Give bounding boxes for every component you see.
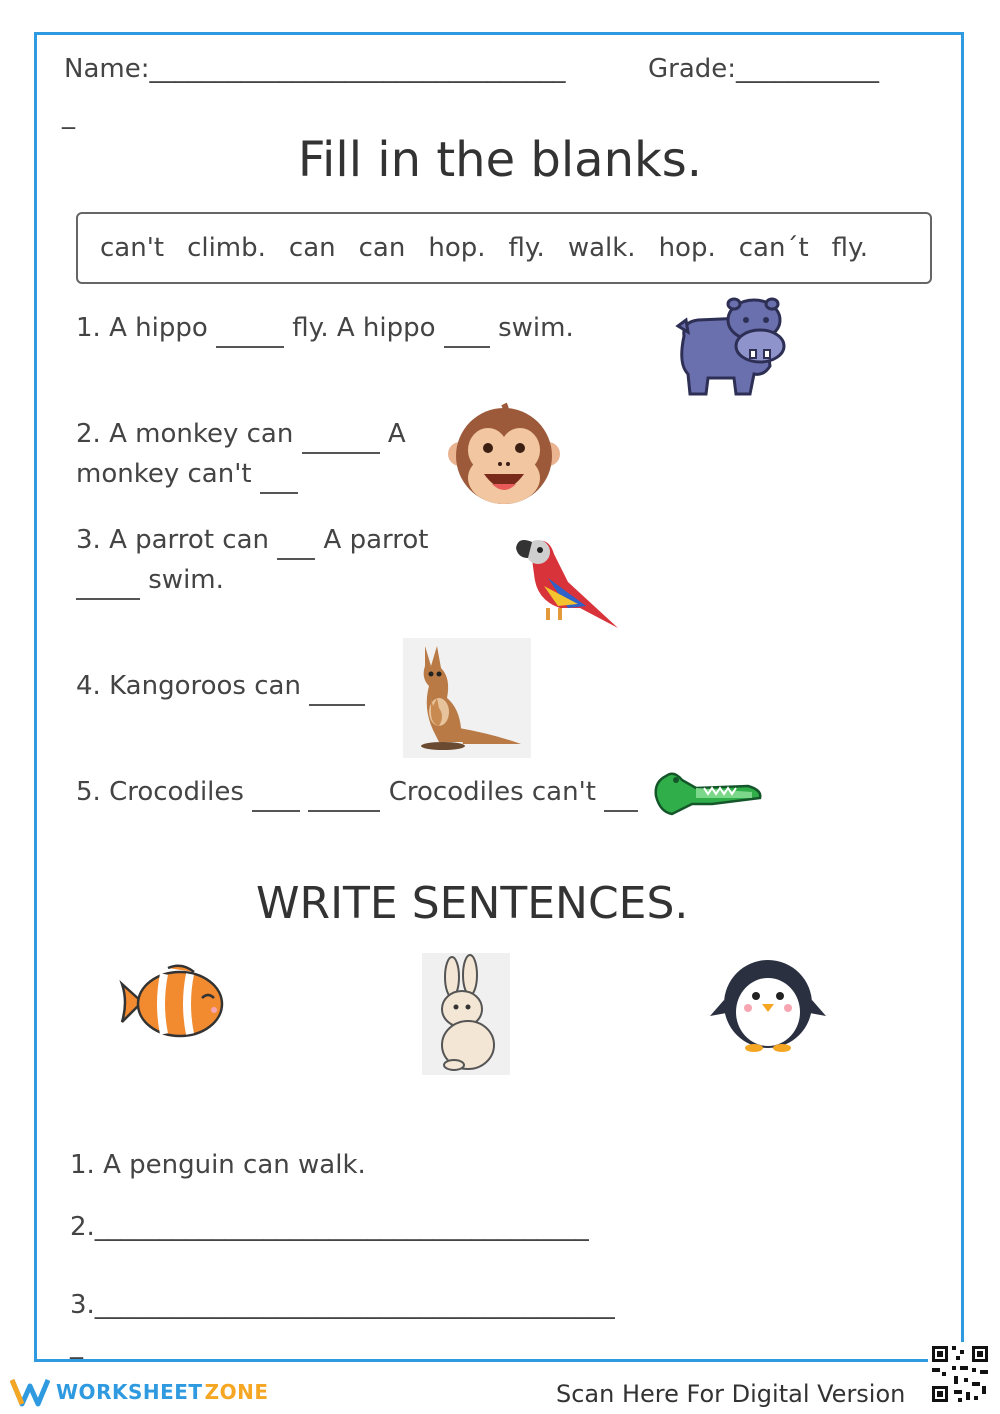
question-text: Crocodiles can't [388, 777, 596, 807]
monkey-icon [448, 402, 560, 510]
answer-blank[interactable] [309, 676, 365, 706]
word-bank-item: fly. [831, 233, 868, 263]
word-bank-item: climb. [187, 233, 266, 263]
question-text: 5. Crocodiles [76, 777, 244, 807]
answer-blank[interactable] [260, 464, 298, 494]
question-text: A parrot [323, 525, 429, 555]
sentence-example: 1. A penguin can walk. [70, 1150, 366, 1180]
logo-text-a: WORKSHEET [56, 1380, 203, 1404]
question-text: 2. A monkey can [76, 419, 294, 449]
write-sentences-title: WRITE SENTENCES. [256, 878, 689, 929]
word-bank-item: can [358, 233, 406, 263]
logo-text-b: ZONE [204, 1380, 269, 1404]
kangaroo-icon [403, 638, 531, 758]
name-label: Name: [64, 54, 150, 84]
word-bank [76, 212, 932, 284]
question-1 [76, 308, 574, 348]
question-text: 1. A hippo [76, 313, 208, 343]
question-5 [76, 772, 638, 812]
crocodile-icon [652, 766, 764, 822]
answer-blank[interactable] [216, 318, 284, 348]
answer-blank[interactable] [604, 782, 638, 812]
qr-code-icon[interactable] [928, 1342, 992, 1406]
question-text: A [387, 419, 406, 449]
name-line: ________________________________ [149, 54, 566, 84]
word-bank-item: can´t [738, 233, 809, 263]
scan-caption: Scan Here For Digital Version [556, 1380, 906, 1408]
hippo-icon [674, 296, 786, 400]
word-bank-item: hop. [658, 233, 716, 263]
name-field[interactable] [64, 54, 565, 84]
question-text: 3. A parrot can [76, 525, 269, 555]
question-3 [76, 520, 428, 560]
question-text: fly. A hippo [292, 313, 436, 343]
sentence-line-3-wrap: _ [70, 1330, 83, 1360]
page-title: Fill in the blanks. [297, 132, 703, 188]
question-text: swim. [148, 565, 224, 595]
answer-blank[interactable] [308, 782, 380, 812]
rabbit-picture [422, 953, 510, 1075]
rabbit-icon [422, 953, 510, 1075]
brand-logo [10, 1376, 268, 1408]
word-bank-item: can't [100, 233, 165, 263]
sentence-line-2[interactable]: 2.______________________________________ [70, 1212, 589, 1242]
question-2 [76, 414, 406, 454]
question-text: monkey can't [76, 459, 252, 489]
answer-blank[interactable] [302, 424, 380, 454]
kangaroo-picture [403, 638, 531, 758]
grade-label: Grade: [648, 54, 737, 84]
word-bank-item: hop. [428, 233, 486, 263]
question-text: swim. [498, 313, 574, 343]
answer-blank[interactable] [444, 318, 490, 348]
question-3-line-2 [76, 560, 224, 600]
question-text: 4. Kangoroos can [76, 671, 301, 701]
grade-line: ___________ [736, 54, 880, 84]
grade-field[interactable] [648, 54, 879, 84]
answer-blank[interactable] [252, 782, 300, 812]
question-4 [76, 666, 365, 706]
word-bank-item: walk. [567, 233, 636, 263]
question-2-line-2 [76, 454, 298, 494]
parrot-icon [508, 534, 622, 632]
grade-line-wrap: _ [62, 100, 75, 130]
answer-blank[interactable] [76, 570, 140, 600]
penguin-icon [708, 954, 828, 1052]
fish-icon [118, 962, 224, 1046]
word-bank-item: can [288, 233, 336, 263]
logo-w-icon [10, 1376, 50, 1408]
sentence-line-3[interactable]: 3.________________________________________ [70, 1290, 615, 1320]
answer-blank[interactable] [277, 530, 315, 560]
word-bank-item: fly. [508, 233, 545, 263]
